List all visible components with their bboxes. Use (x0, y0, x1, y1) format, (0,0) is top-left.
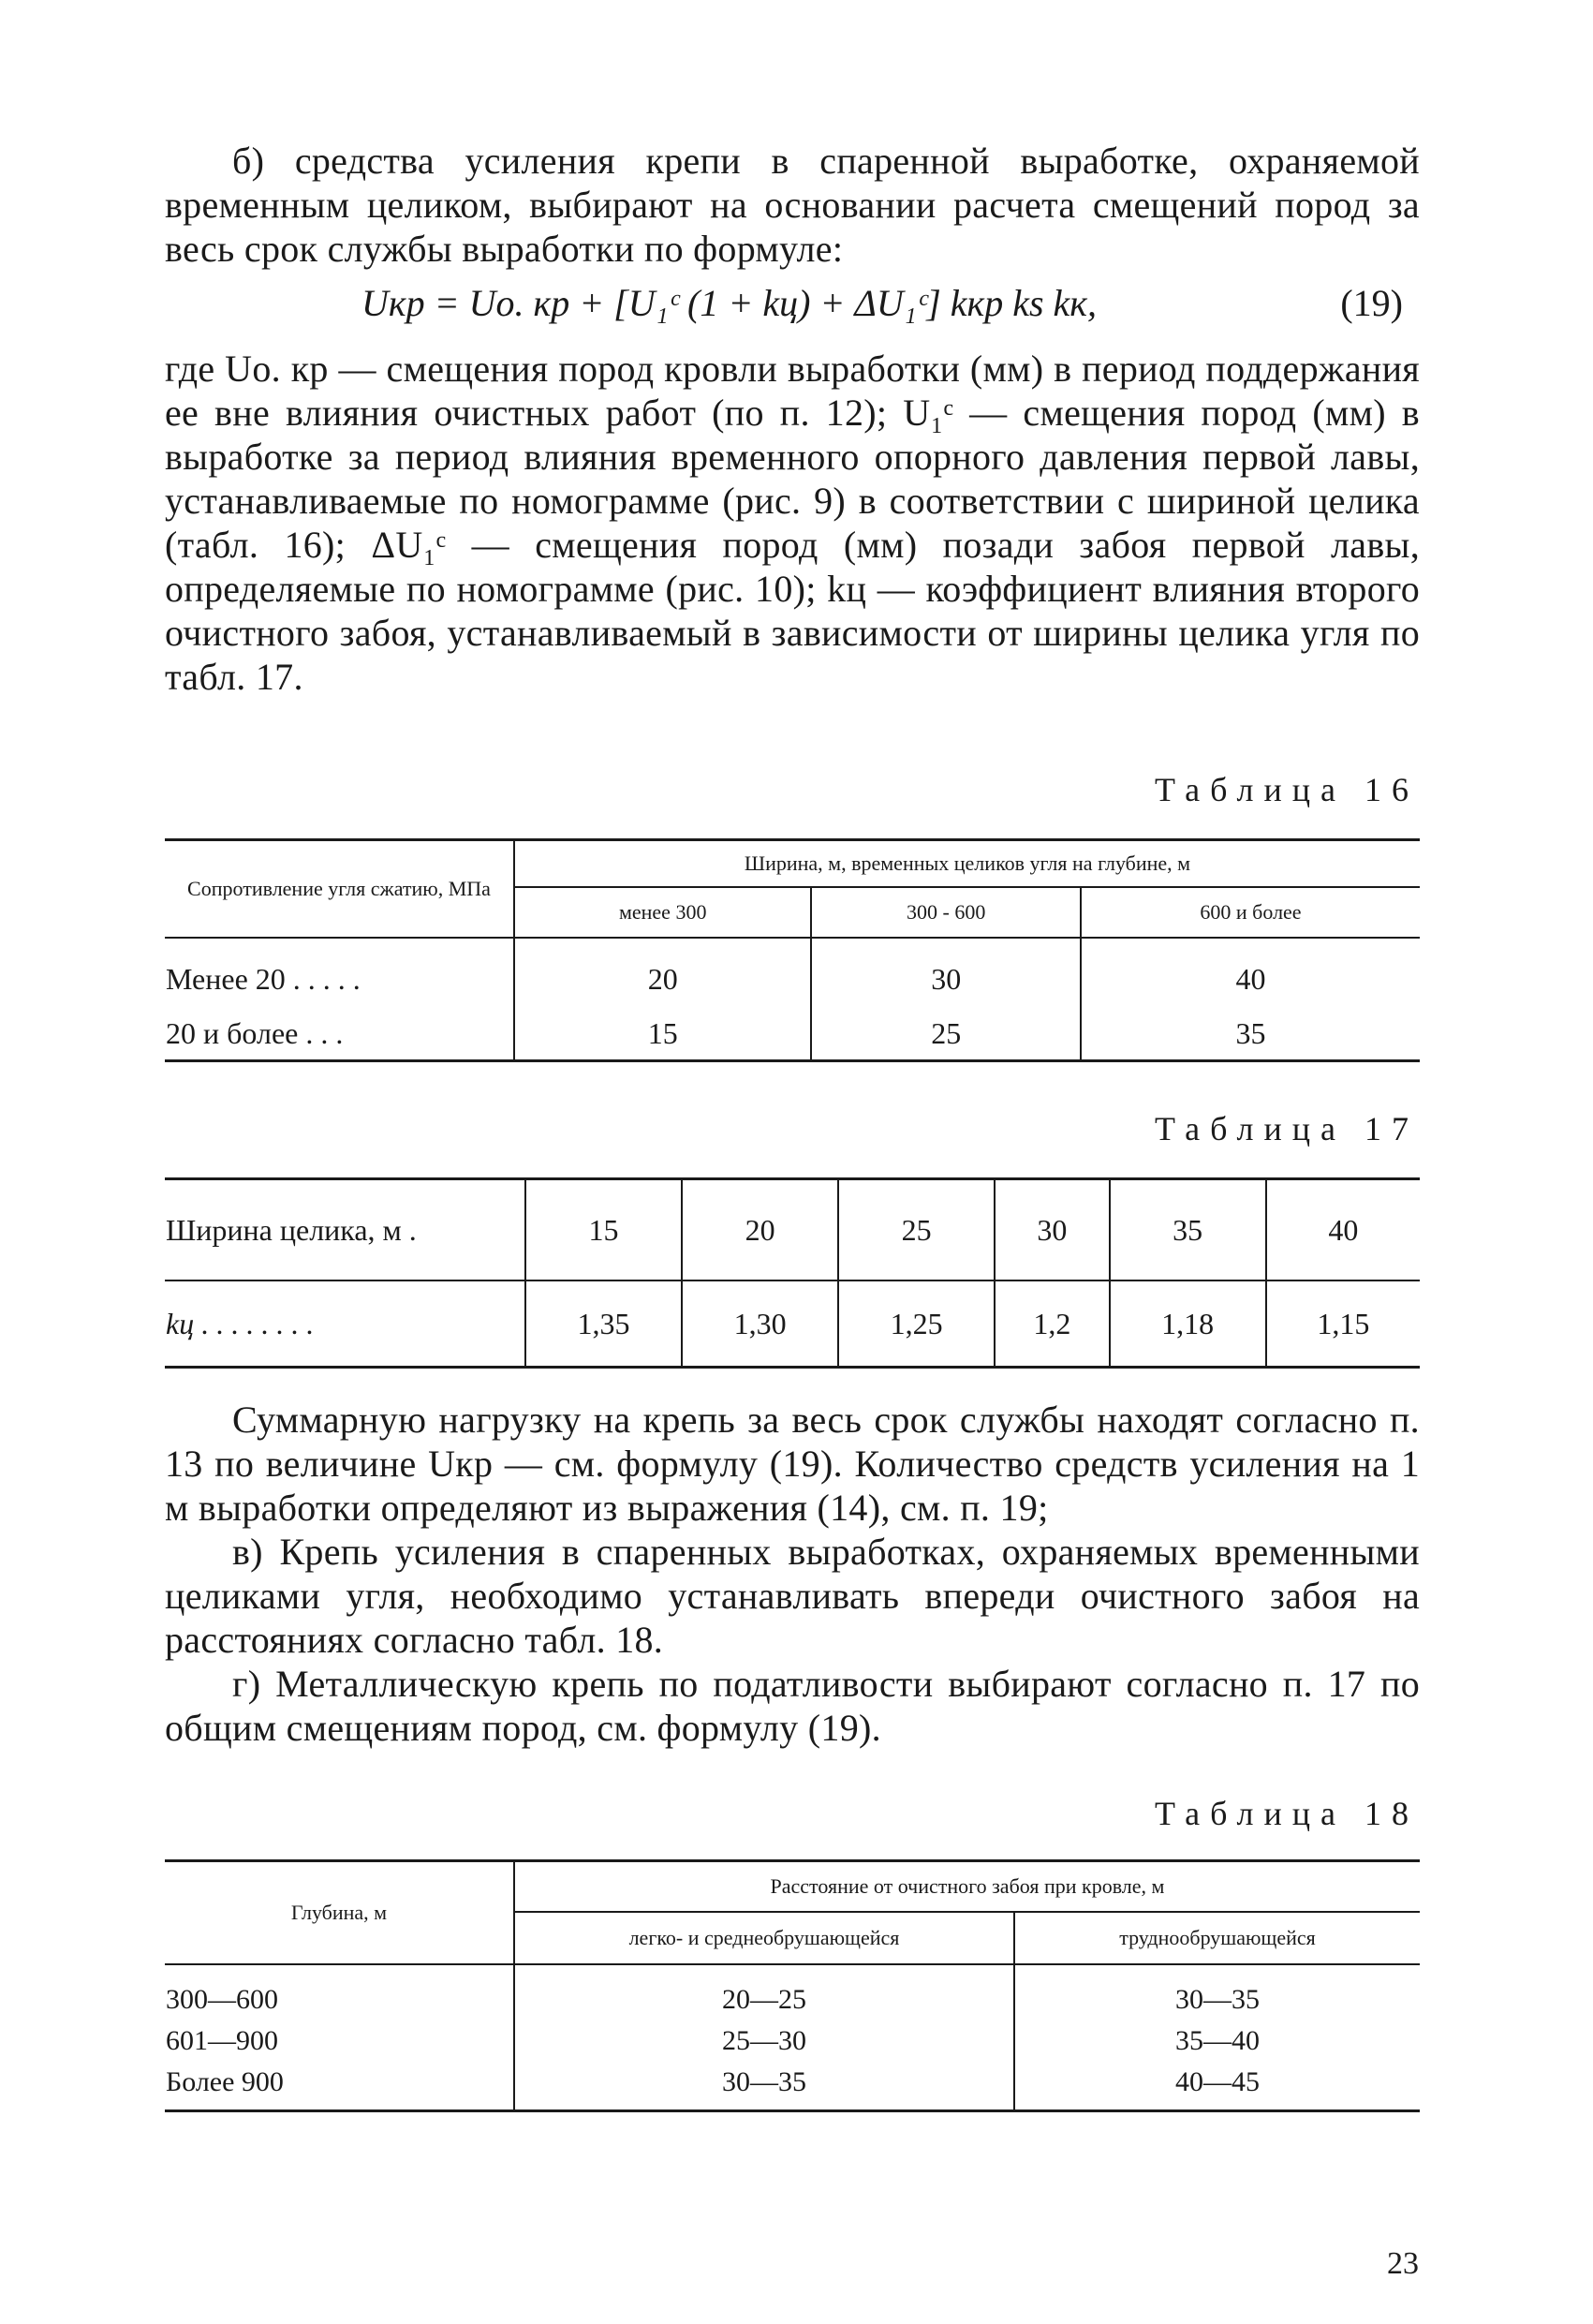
paragraphs-block (165, 1398, 1420, 1750)
table17-width-cell: 30 (995, 1179, 1110, 1281)
table18-corner-header: Глубина, м (165, 1861, 514, 1965)
table16-cell: 15 (514, 1007, 811, 1061)
table18-row-label: Более 900 (166, 2066, 284, 2097)
formula-19 (165, 281, 1420, 330)
paragraph-b-block (165, 139, 1420, 271)
paragraph-v: в) Крепь усиления в спаренных выработках, охраняемых временными целиками угля, необходимо устанавливать впереди очистного забоя на расстояниях согласно табл. 18. (165, 1531, 1420, 1661)
table16-row-label: 20 и более . . . (166, 1015, 344, 1050)
table17-row-label: Ширина целика, м . (165, 1179, 525, 1281)
table18-group-header: Расстояние от очистного забоя при кровле, м (514, 1861, 1420, 1913)
table16-cell: 20 (514, 938, 811, 1007)
table18-cell: 20—25 (514, 1964, 1014, 2021)
paragraph-g: г) Металлическую крепь по податливости выбирают согласно п. 17 по общим смещениям пород, см. формулу (19). (165, 1663, 1420, 1749)
table16-row-label: Менее 20 . . . . . (166, 961, 361, 996)
table16-caption: Таблица 16 (1155, 771, 1419, 808)
table18-cell: 30—35 (1014, 1964, 1420, 2021)
table18-cell: 30—35 (514, 2062, 1014, 2111)
paragraph-b: б) средства усиления крепи в спаренной выработке, охраняемой временным целиком, выбирают на основании расчета смещений пород за весь срок службы выработки по формуле: (165, 140, 1420, 270)
paragraph-sum: Суммарную нагрузку на крепь за весь срок службы находят согласно п. 13 по величине Uкр — см. формулу (19). Количество средств усиления на 1 м выработки определяют из выражения (14), см. п. 19; (165, 1399, 1420, 1529)
table18-row-label: 601—900 (166, 2025, 278, 2056)
table17-width-cell: 25 (838, 1179, 995, 1281)
table16-cell: 30 (811, 938, 1081, 1007)
formula-number: (19) (1340, 282, 1403, 324)
table17-width-cell: 20 (682, 1179, 838, 1281)
where-block (165, 347, 1420, 699)
table18-cell: 40—45 (1014, 2062, 1420, 2111)
page-number: 23 (1387, 2246, 1419, 2281)
table18-col-header: труднообрушающейся (1014, 1912, 1420, 1964)
table17-coef-cell: 1,35 (525, 1280, 682, 1368)
table16-corner-header: Сопротивление угля сжатию, МПа (165, 840, 514, 939)
table17 (165, 1177, 1420, 1369)
table17-width-cell: 15 (525, 1179, 682, 1281)
table16 (165, 838, 1420, 1062)
table18-caption: Таблица 18 (1155, 1795, 1419, 1832)
table16-cell: 40 (1081, 938, 1420, 1007)
table16-cell: 25 (811, 1007, 1081, 1061)
table16-col-header: менее 300 (514, 887, 811, 938)
table17-width-cell: 35 (1110, 1179, 1266, 1281)
table17-coef-cell: 1,30 (682, 1280, 838, 1368)
table16-group-header: Ширина, м, временных целиков угля на глубине, м (514, 840, 1420, 888)
table17-coef-cell: 1,2 (995, 1280, 1110, 1368)
table16-cell: 35 (1081, 1007, 1420, 1061)
table18-cell: 35—40 (1014, 2021, 1420, 2062)
table18 (165, 1859, 1420, 2112)
table16-col-header: 600 и более (1081, 887, 1420, 938)
table16-col-header: 300 - 600 (811, 887, 1081, 938)
where-text: где Uо. кр — смещения пород кровли выработки (мм) в период поддержания ее вне влияния очистных работ (по п. 12); U₁ᶜ — смещения пород (мм) в выработке за период влияния временного опорного давления первой лавы, устанавливаемые по номограмме (рис. 9) в соответствии с шириной целика (табл. 16); ΔU₁ᶜ — смещения пород (мм) позади забоя первой лавы, определяемые по номограмме (рис. 10); kц — коэффициент влияния второго очистного забоя, устанавливаемый в зависимости от ширины целика угля по табл. 17. (165, 348, 1420, 698)
formula-expression: Uкр = Uо. кр + [U₁ᶜ (1 + kц) + ΔU₁ᶜ] kкр ks kк, (361, 282, 1098, 324)
table17-coef-cell: 1,25 (838, 1280, 995, 1368)
table17-row-label: kц . . . . . . . . (166, 1306, 315, 1340)
table17-width-cell: 40 (1266, 1179, 1420, 1281)
table17-caption: Таблица 17 (1155, 1110, 1419, 1147)
table18-row-label: 300—600 (166, 1984, 278, 2015)
table18-cell: 25—30 (514, 2021, 1014, 2062)
table17-coef-cell: 1,15 (1266, 1280, 1420, 1368)
table18-col-header: легко- и среднеобрушающейся (514, 1912, 1014, 1964)
table17-coef-cell: 1,18 (1110, 1280, 1266, 1368)
